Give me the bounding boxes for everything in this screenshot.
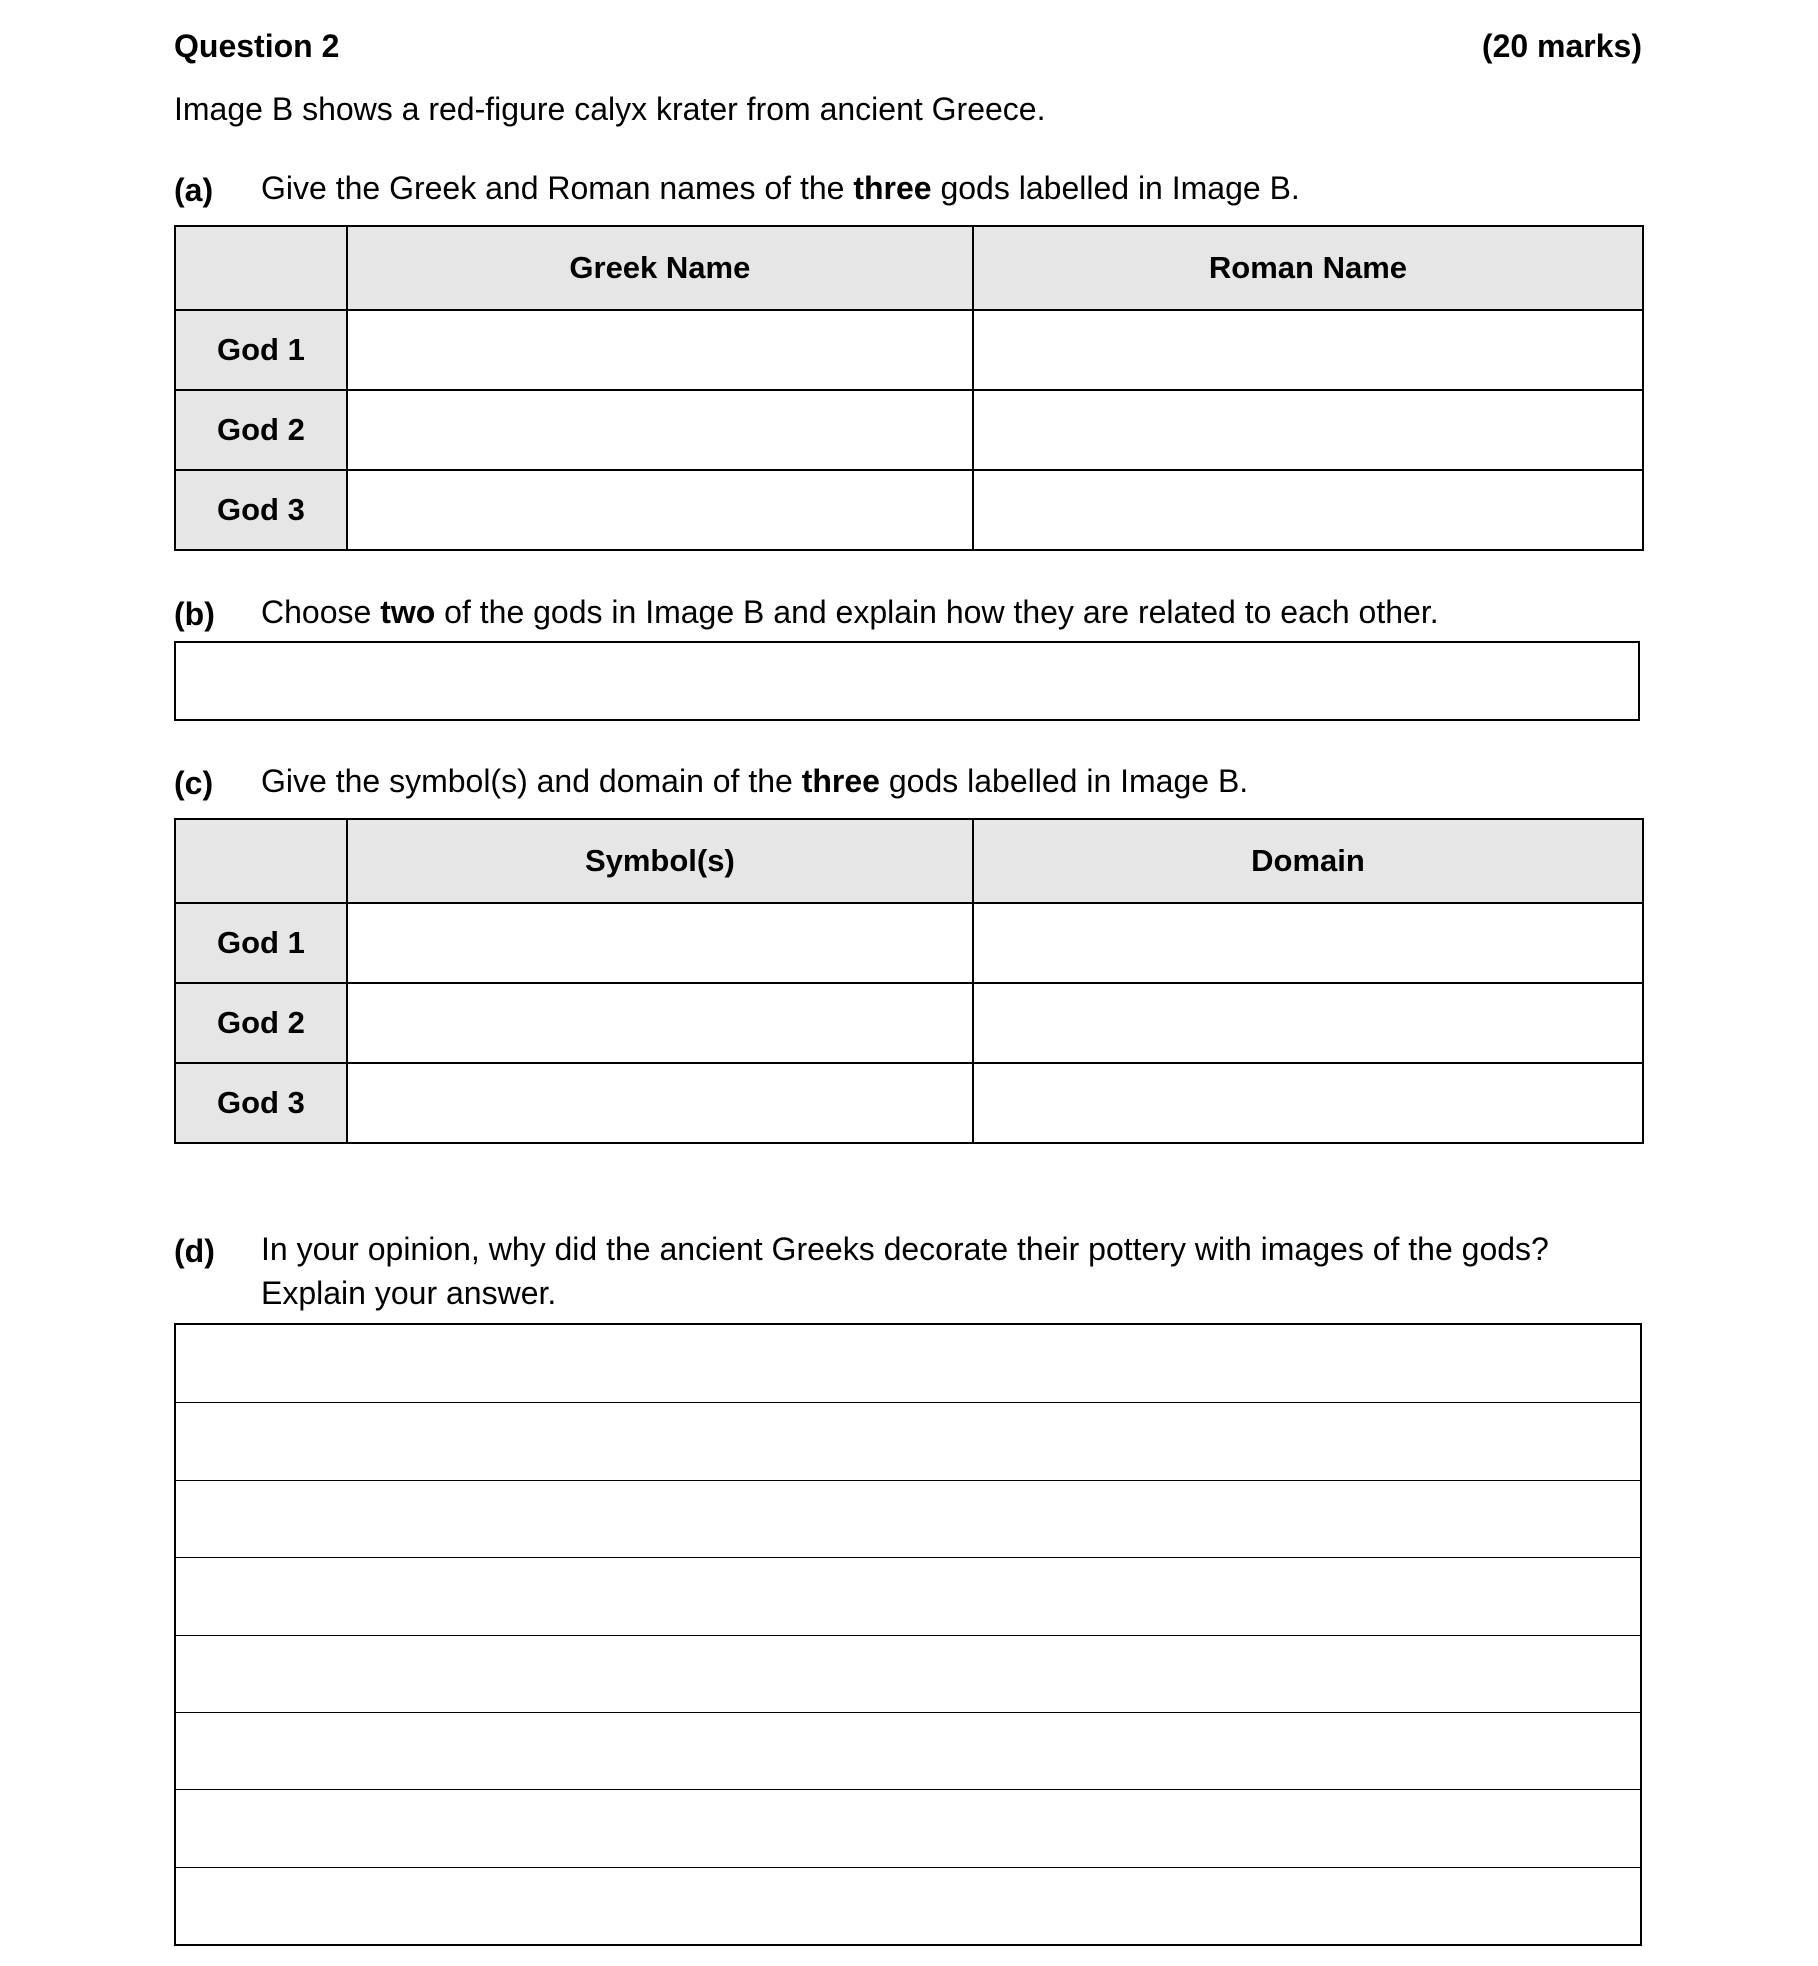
table-header-row (175, 819, 1643, 903)
roman-name-answer-cell[interactable] (973, 310, 1643, 390)
symbols-answer-cell[interactable] (347, 1063, 973, 1143)
answer-rule-line (176, 1557, 1640, 1558)
part-a-prompt: Give the Greek and Roman names of the three gods labelled in Image B. (261, 170, 1300, 206)
roman-name-answer-cell[interactable] (973, 470, 1643, 550)
part-c-label: (c) (174, 765, 214, 801)
part-c-symbols-table (174, 818, 1644, 1144)
answer-rule-line (176, 1867, 1640, 1868)
question-marks: (20 marks) (1481, 28, 1642, 64)
greek-name-answer-cell[interactable] (347, 390, 973, 470)
domain-answer-cell[interactable] (973, 903, 1643, 983)
table-row (175, 983, 1643, 1063)
answer-rule-line (176, 1480, 1640, 1481)
table-row (175, 1063, 1643, 1143)
exam-page (174, 0, 1642, 1966)
part-d-prompt (261, 1227, 1549, 1315)
answer-rule-line (176, 1635, 1640, 1636)
table-row (175, 903, 1643, 983)
question-intro: Image B shows a red-figure calyx krater from ancient Greece. (174, 91, 1046, 127)
part-d-prompt-line-1: In your opinion, why did the ancient Greeks decorate their pottery with images of the gods? (261, 1231, 1549, 1267)
question-header (174, 28, 1642, 68)
roman-name-answer-cell[interactable] (973, 390, 1643, 470)
part-c-prompt: Give the symbol(s) and domain of the three gods labelled in Image B. (261, 763, 1249, 799)
greek-name-header: Greek Name (347, 226, 973, 310)
part-b-prompt: Choose two of the gods in Image B and explain how they are related to each other. (261, 594, 1439, 630)
part-d-label: (d) (174, 1233, 215, 1269)
answer-rule-line (176, 1789, 1640, 1790)
part-a-label: (a) (174, 172, 214, 208)
row-label: God 3 (175, 1063, 347, 1143)
table-row (175, 310, 1643, 390)
table-row (175, 390, 1643, 470)
greek-name-answer-cell[interactable] (347, 310, 973, 390)
row-label: God 1 (175, 903, 347, 983)
table-row (175, 470, 1643, 550)
table-header-row (175, 226, 1643, 310)
corner-cell (175, 226, 347, 310)
greek-name-answer-cell[interactable] (347, 470, 973, 550)
domain-header: Domain (973, 819, 1643, 903)
row-label: God 1 (175, 310, 347, 390)
roman-name-header: Roman Name (973, 226, 1643, 310)
symbols-answer-cell[interactable] (347, 983, 973, 1063)
corner-cell (175, 819, 347, 903)
answer-rule-line (176, 1402, 1640, 1403)
row-label: God 3 (175, 470, 347, 550)
part-b-label: (b) (174, 596, 215, 632)
part-d-prompt-line-2: Explain your answer. (261, 1275, 557, 1311)
part-a-names-table (174, 225, 1644, 551)
answer-rule-line (176, 1712, 1640, 1713)
domain-answer-cell[interactable] (973, 983, 1643, 1063)
row-label: God 2 (175, 983, 347, 1063)
symbols-answer-cell[interactable] (347, 903, 973, 983)
domain-answer-cell[interactable] (973, 1063, 1643, 1143)
part-d-answer-box[interactable] (174, 1323, 1642, 1946)
part-b-answer-box[interactable] (174, 641, 1640, 721)
symbols-header: Symbol(s) (347, 819, 973, 903)
question-title: Question 2 (174, 28, 340, 64)
row-label: God 2 (175, 390, 347, 470)
